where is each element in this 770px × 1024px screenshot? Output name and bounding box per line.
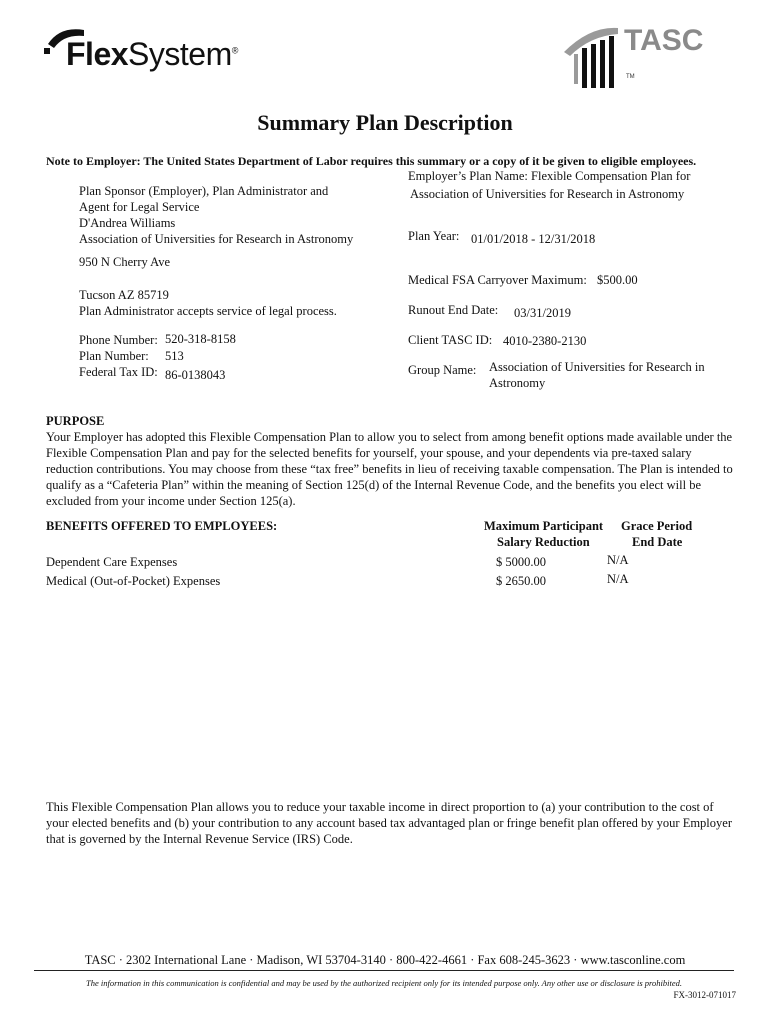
footer-divider — [34, 970, 734, 971]
runout-value: 03/31/2019 — [514, 306, 571, 320]
benefit-row-1-max: $ 5000.00 — [496, 555, 546, 569]
purpose-heading: PURPOSE — [46, 414, 105, 428]
plan-name-value-line-2: Association of Universities for Research in Astronomy — [410, 187, 685, 201]
plan-year-value: 01/01/2018 - 12/31/2018 — [471, 232, 596, 246]
footer-disclaimer: The information in this communication is confidential and may be used by the authorized recipient only for its intended purpose only. Any other use or disclosure is prohibited. — [86, 978, 682, 988]
col-grace-header-line-2: End Date — [632, 535, 683, 549]
tasc-trademark: TM — [626, 74, 635, 80]
benefit-row-2-name: Medical (Out-of-Pocket) Expenses — [46, 574, 221, 588]
col-max-header-line-1: Maximum Participant — [484, 519, 604, 533]
runout-label: Runout End Date: — [408, 303, 499, 317]
address-line-1: 950 N Cherry Ave — [79, 255, 171, 269]
tasc-stripes-icon — [560, 22, 622, 92]
benefit-row-2-grace: N/A — [607, 572, 629, 586]
plan-number-label: Plan Number: — [79, 349, 149, 363]
logo-registered-mark: ® — [231, 45, 238, 56]
tax-id-value: 86-0138043 — [165, 368, 226, 382]
col-max-header-line-2: Salary Reduction — [497, 535, 590, 549]
plan-number-value: 513 — [165, 349, 184, 363]
carryover-label: Medical FSA Carryover Maximum: — [408, 273, 587, 287]
footer-address: TASC · 2302 International Lane · Madison, WI 53704-3140 · 800-422-4661 · Fax 608-245-3623 · www.tasconline.com — [84, 953, 686, 967]
phone-value: 520-318-8158 — [165, 332, 236, 346]
client-id-value: 4010-2380-2130 — [503, 334, 587, 348]
organization-name: Association of Universities for Research in Astronomy — [79, 232, 354, 246]
carryover-value: $500.00 — [597, 273, 638, 287]
contact-name: D'Andrea Williams — [79, 216, 176, 230]
group-name-label: Group Name: — [408, 363, 477, 377]
client-id-label: Client TASC ID: — [408, 333, 493, 347]
address-line-2: Tucson AZ 85719 — [79, 288, 169, 302]
flexsystem-logo — [40, 20, 300, 84]
plan-year-label: Plan Year: — [408, 229, 460, 243]
form-code: FX-3012-071017 — [673, 990, 736, 1000]
logo-word-flex: Flex — [66, 36, 129, 72]
benefit-row-1-name: Dependent Care Expenses — [46, 555, 178, 569]
flexsystem-wordmark — [66, 36, 238, 73]
benefits-heading: BENEFITS OFFERED TO EMPLOYEES: — [46, 519, 278, 533]
closing-paragraph: This Flexible Compensation Plan allows you to reduce your taxable income in direct proportion to (a) your contribution to the cost of your elected benefits and (b) your contribution to any account based tax advantaged plan or fringe benefit plan offered by your Employer that is governed by the Internal Revenue Service (IRS) Code. — [46, 800, 732, 846]
purpose-body: Your Employer has adopted this Flexible Compensation Plan to allow you to select from among benefit options made available under the Flexible Compensation Plan and pay for the selected benefits for yourself, your spouse, and your dependents via pre-taxed salary reduction contributions. You may choose from these “tax free” benefits in lieu of receiving taxable compensation. The Plan is intended to qualify as a “Cafeteria Plan” within the meaning of Section 125(d) of the Internal Revenue Code, and the benefits you elect will be excluded from your income under Section 125(a). — [46, 430, 733, 508]
tax-id-label: Federal Tax ID: — [79, 365, 158, 379]
sponsor-label-line-1: Plan Sponsor (Employer), Plan Administrator and — [79, 184, 329, 198]
plan-name-label: Employer’s Plan Name: — [408, 169, 528, 183]
employer-note: Note to Employer: The United States Department of Labor requires this summary or a copy of it be given to eligible employees. — [46, 154, 697, 168]
phone-label: Phone Number: — [79, 333, 158, 347]
tasc-wordmark: TASC — [624, 24, 704, 57]
group-name-value-line-2: Astronomy — [489, 376, 546, 390]
page-title: Summary Plan Description — [257, 110, 513, 135]
logo-word-system: System — [128, 36, 232, 72]
legal-process-statement: Plan Administrator accepts service of legal process. — [79, 304, 337, 318]
benefit-row-1-grace: N/A — [607, 553, 629, 567]
benefit-row-2-max: $ 2650.00 — [496, 574, 546, 588]
col-grace-header-line-1: Grace Period — [621, 519, 693, 533]
group-name-value-line-1: Association of Universities for Research in — [489, 360, 705, 374]
sponsor-label-line-2: Agent for Legal Service — [79, 200, 200, 214]
tasc-logo — [560, 16, 730, 92]
plan-name-field — [408, 168, 690, 184]
plan-name-value-line-1: Flexible Compensation Plan for — [531, 169, 691, 183]
